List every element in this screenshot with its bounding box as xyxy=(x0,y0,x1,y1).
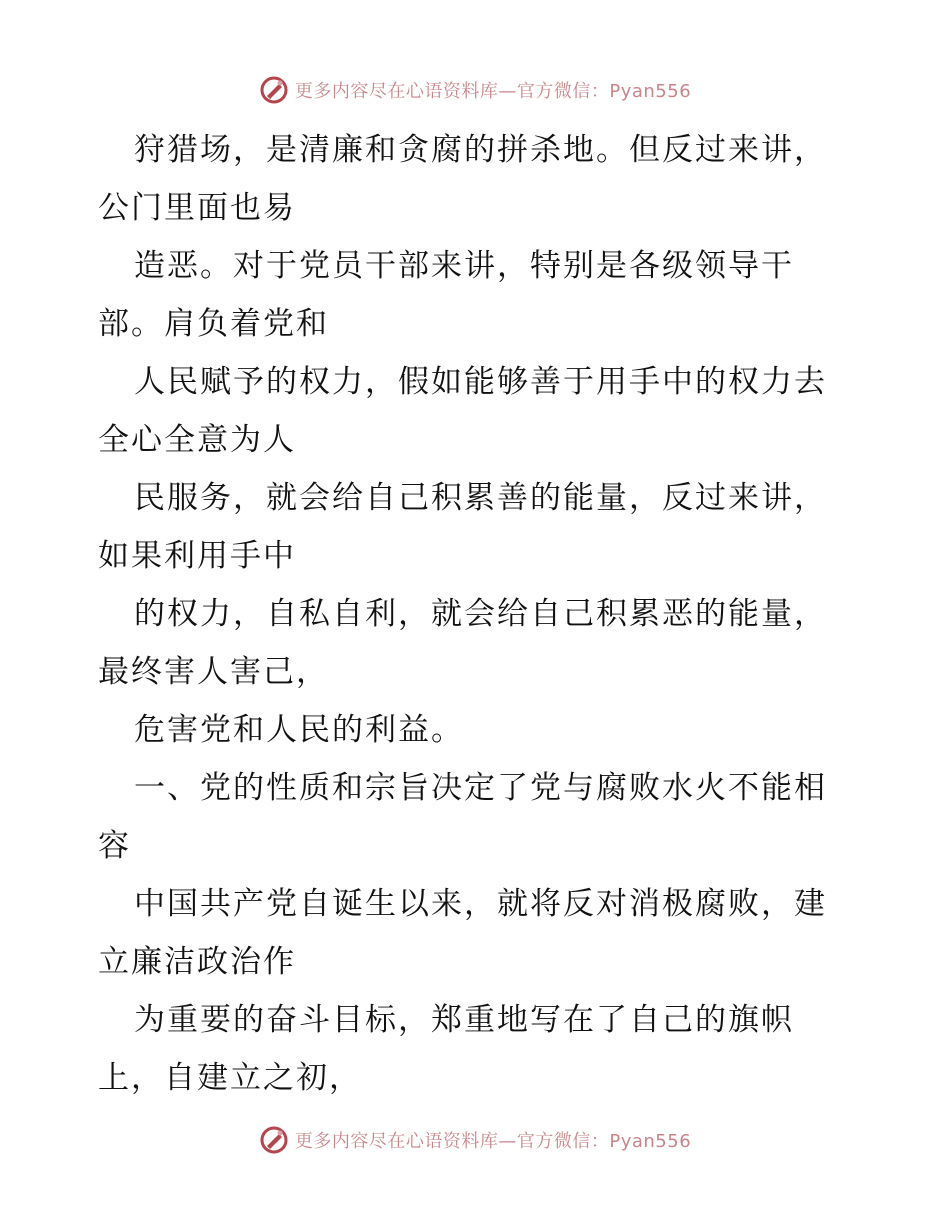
text-line: 部。肩负着党和 xyxy=(98,306,329,342)
brand-logo-icon xyxy=(259,1125,289,1155)
text-line: 公门里面也易 xyxy=(98,190,296,226)
text-line: 造恶。对于党员干部来讲，特别是各级领导干 xyxy=(134,248,794,284)
brand-logo-icon xyxy=(259,75,289,105)
text-line: 狩猎场，是清廉和贪腐的拼杀地。但反过来讲， xyxy=(134,132,827,168)
text-line: 民服务，就会给自己积累善的能量，反过来讲， xyxy=(134,480,827,516)
text-line: 最终害人害己， xyxy=(98,654,329,690)
text-line: 危害党和人民的利益。 xyxy=(134,712,464,748)
text-line: 的权力，自私自利，就会给自己积累恶的能量， xyxy=(134,596,827,632)
header-banner-text: 更多内容尽在心语资料库—官方微信：Pyan556 xyxy=(294,81,692,102)
text-line: 立廉洁政治作 xyxy=(98,944,296,980)
footer-banner-text: 更多内容尽在心语资料库—官方微信：Pyan556 xyxy=(294,1131,692,1152)
text-line: 人民赋予的权力，假如能够善于用手中的权力去 xyxy=(134,364,827,400)
header-banner xyxy=(0,70,950,110)
text-line: 中国共产党自诞生以来，就将反对消极腐败，建 xyxy=(134,886,827,922)
section-heading-continued: 容 xyxy=(98,828,131,864)
text-line: 如果利用手中 xyxy=(98,538,296,574)
footer-banner xyxy=(0,1120,950,1160)
text-line: 上，自建立之初， xyxy=(98,1060,362,1096)
text-line: 为重要的奋斗目标，郑重地写在了自己的旗帜 xyxy=(134,1002,794,1038)
text-line: 全心全意为人 xyxy=(98,422,296,458)
section-heading: 一、党的性质和宗旨决定了党与腐败水火不能相 xyxy=(134,770,827,806)
